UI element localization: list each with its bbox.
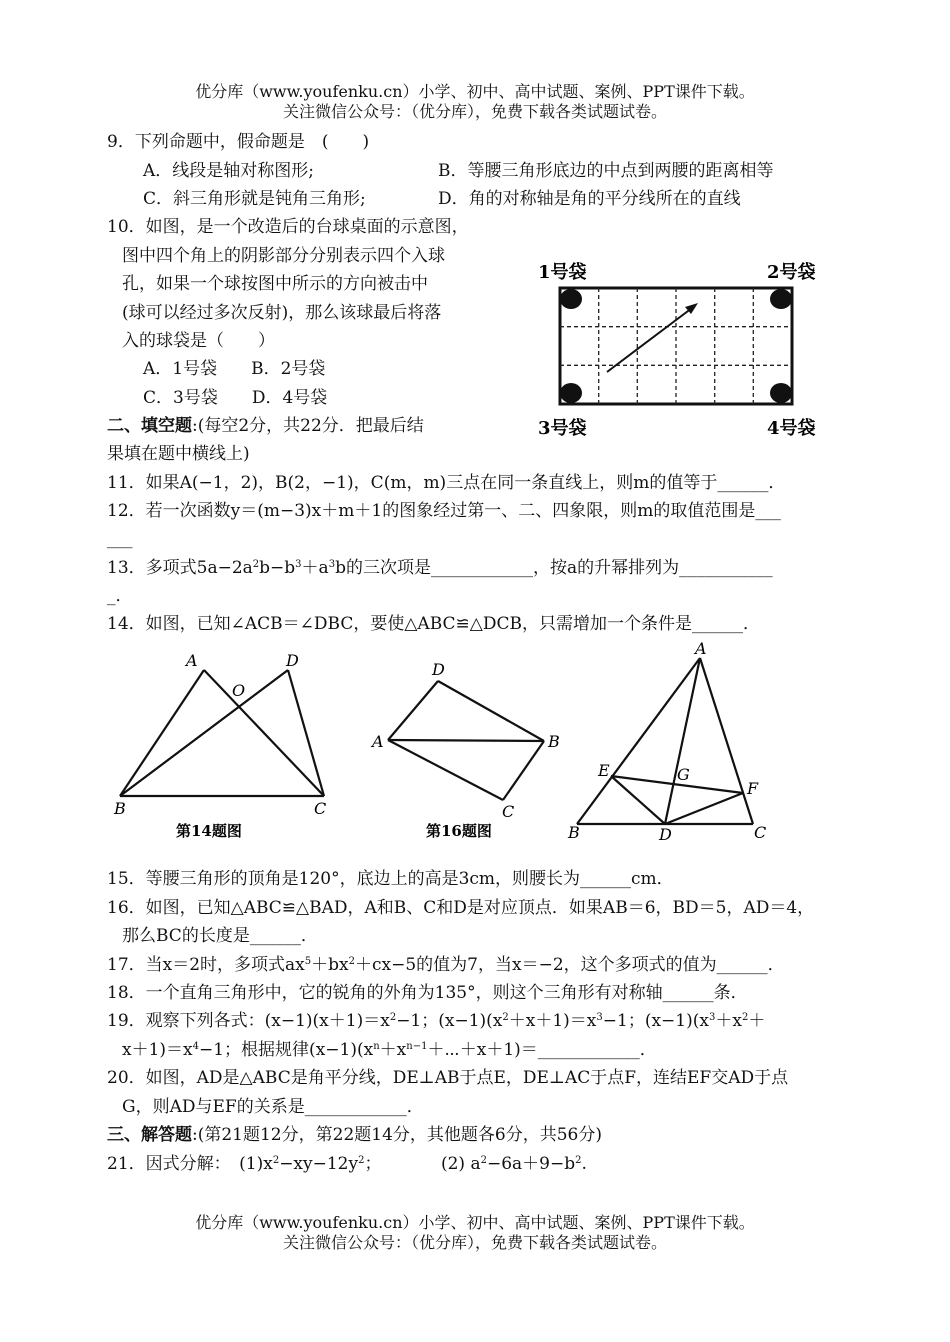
q20-line-1: 20．如图，AD是△ABC是角平分线，DE⊥AB于点E，DE⊥AC于点F，连结EF交AD于点 [107,1068,789,1088]
q21-part-2: −xy−12y [279,1154,359,1174]
q13-part-2: b−b [259,558,296,578]
q10-line-1: 10．如图，是一个改造后的台球桌面的示意图， [107,217,469,237]
footer-line-2: 关注微信公众号：（优分库），免费下载各类试题试卷。 [282,1233,667,1252]
section-2-title: 二、填空题 [107,416,192,436]
section-3-heading [107,1124,602,1146]
figure-20 [565,638,775,843]
footer-line-1: 优分库（www.youfenku.cn）小学、初中、高中试题、案例、PPT课件下载。 [195,1213,755,1232]
q13-line-1 [107,557,773,579]
q19-l2-sup-1: 4 [192,1041,199,1052]
section-3-note: :(第21题12分，第22题14分，其他题各6分，共56分) [192,1125,602,1145]
section-3-title: 三、解答题 [107,1125,192,1145]
pocket-2-label: 2号袋 [767,262,816,283]
q12-line-1: 12．若一次函数y＝(m−3)x＋m＋1的图象经过第一、二、四象限，则m的取值范围是___ [107,501,781,521]
fig20-label-f: F [747,779,759,798]
q13-part-3: ＋a [301,558,329,578]
q13-part-1: 13．多项式5a−2a [107,558,253,578]
pocket-1-hole [560,289,582,309]
billiard-table-figure [520,250,840,445]
fig14-label-d: D [286,651,299,670]
fig16-label-b: B [548,732,560,751]
fig16-label-c: C [502,802,515,821]
q9-option-c: C．斜三角形就是钝角三角形; [143,189,366,209]
header-line-2: 关注微信公众号：（优分库），免费下载各类试题试卷。 [282,102,667,121]
q21-part-3: ； (2) a [364,1154,481,1174]
q19-part-3: ＋x＋1)＝x [508,1011,597,1031]
fig14-label-a: A [186,651,198,670]
pocket-2-hole [770,289,792,309]
q18: 18．一个直角三角形中，它的锐角的外角为135°，则这个三角形有对称轴______条． [107,983,748,1003]
q19-line-2 [122,1039,657,1061]
fig20-label-b: B [568,823,580,842]
q13-sup-1: 2 [252,559,260,570]
q19-l2-part-4: ＋⋯＋x＋1)＝____________． [427,1040,657,1060]
fig14-label-c: C [314,799,327,818]
fig14-caption: 第14题图 [176,822,242,840]
q19-l2-part-3: ＋x [379,1040,407,1060]
header-line-1: 优分库（www.youfenku.cn）小学、初中、高中试题、案例、PPT课件下载。 [195,82,755,101]
fig20-label-c: C [754,823,767,842]
q13-sup-2: 3 [295,559,302,570]
q21-part-5: . [581,1154,587,1174]
section-2-note-2: 果填在题中横线上) [107,444,250,464]
fig16-label-a: A [372,732,384,751]
q19-part-5: ＋x [715,1011,742,1031]
q10-options-cd: C．3号袋 D．4号袋 [143,388,328,408]
fig14-label-o: O [232,681,246,700]
q19-sup-1: 2 [389,1012,397,1023]
q21-part-1: 21．因式分解： (1)x [107,1154,273,1174]
q17 [107,954,785,976]
q19-sup-5: 2 [741,1012,749,1023]
q15: 15．等腰三角形的顶角是120°，底边上的高是3cm，则腰长为______cm． [107,869,674,889]
pocket-3-hole [560,383,582,403]
q9-option-a: A．线段是轴对称图形; [143,161,315,181]
q19-part-4: −1；(x−1)(x [602,1011,709,1031]
q13-sup-3: 3 [328,559,336,570]
q19-part-6: ＋ [748,1011,766,1031]
q10-options-ab: A．1号袋 B．2号袋 [143,359,326,379]
q17-sup-1: 5 [304,956,312,967]
q19-l2-part-1: x＋1)＝x [122,1040,193,1060]
fig20-label-a: A [695,639,707,658]
q9-option-b: B．等腰三角形底边的中点到两腰的距离相等 [438,161,774,181]
table-grid [560,288,792,404]
q21-sup-3: 2 [480,1155,487,1166]
q12-line-2: ___ [107,529,133,549]
q10-line-2: 图中四个角上的阴影部分分别表示四个入球 [122,246,445,266]
q14: 14．如图，已知∠ACB＝∠DBC，要使△ABC≌△DCB，只需增加一个条件是______． [107,614,760,634]
q9-stem: 9．下列命题中，假命题是 ( ) [107,132,370,152]
q20-line-2: G，则AD与EF的关系是____________． [122,1097,424,1117]
pocket-1-label: 1号袋 [538,262,587,283]
section-2-note: :(每空2分，共22分．把最后结 [192,416,424,436]
q17-part-1: 17．当x＝2时，多项式ax [107,955,305,975]
q19-sup-3: 3 [596,1012,603,1023]
q19-part-2: −1；(x−1)(x [396,1011,503,1031]
figure-14 [110,648,350,848]
pocket-4-hole [770,383,792,403]
q13-part-4: b的三次项是____________，按a的升幂排列为___________ [335,558,773,578]
q16-line-2: 那么BC的长度是______． [122,926,318,946]
fig16-label-d: D [432,660,445,679]
q21-sup-1: 2 [272,1155,280,1166]
q17-sup-2: 2 [348,956,355,967]
q10-line-3: 孔，如果一个球按图中所示的方向被击中 [122,274,428,294]
q21-sup-2: 2 [358,1155,365,1166]
q17-part-3: ＋cx−5的值为7，当x＝−2，这个多项式的值为______． [355,955,785,975]
q11: 11．如果A(−1，2)，B(2，−1)，C(m，m)三点在同一条直线上，则m的值等于______． [107,473,786,493]
q21-part-4: −6a＋9−b [486,1154,576,1174]
pocket-3-label: 3号袋 [538,418,587,439]
q10-line-5: 入的球袋是（ ） [122,331,275,351]
q19-sup-2: 2 [502,1012,509,1023]
q19-sup-4: 3 [708,1012,716,1023]
ball-path-arrow [607,308,692,372]
q16-line-1: 16．如图，已知△ABC≌△BAD，A和B、C和D是对应顶点．如果AB＝6，BD＝5，AD＝4， [107,898,815,918]
pocket-4-label: 4号袋 [767,418,816,439]
q9-option-d: D．角的对称轴是角的平分线所在的直线 [438,189,741,209]
q21 [107,1153,587,1175]
fig14-label-b: B [114,799,126,818]
q17-part-2: ＋bx [311,955,349,975]
fig20-label-d: D [659,825,672,843]
fig20-label-e: E [598,761,610,780]
q19-l2-sup-3: n−1 [406,1041,428,1052]
q19-l2-sup-2: n [373,1041,380,1052]
figure-16 [368,655,568,845]
q19-part-1: 19．观察下列各式：(x−1)(x＋1)＝x [107,1011,390,1031]
q13-line-2: _． [107,586,133,606]
section-2-heading [107,415,424,437]
fig20-label-g: G [677,765,690,784]
q19-line-1 [107,1010,765,1032]
q21-sup-4: 2 [575,1155,582,1166]
fig16-caption: 第16题图 [426,822,492,840]
q10-line-4: (球可以经过多次反射)，那么该球最后将落 [122,303,442,323]
q19-l2-part-2: −1；根据规律(x−1)(x [199,1040,374,1060]
